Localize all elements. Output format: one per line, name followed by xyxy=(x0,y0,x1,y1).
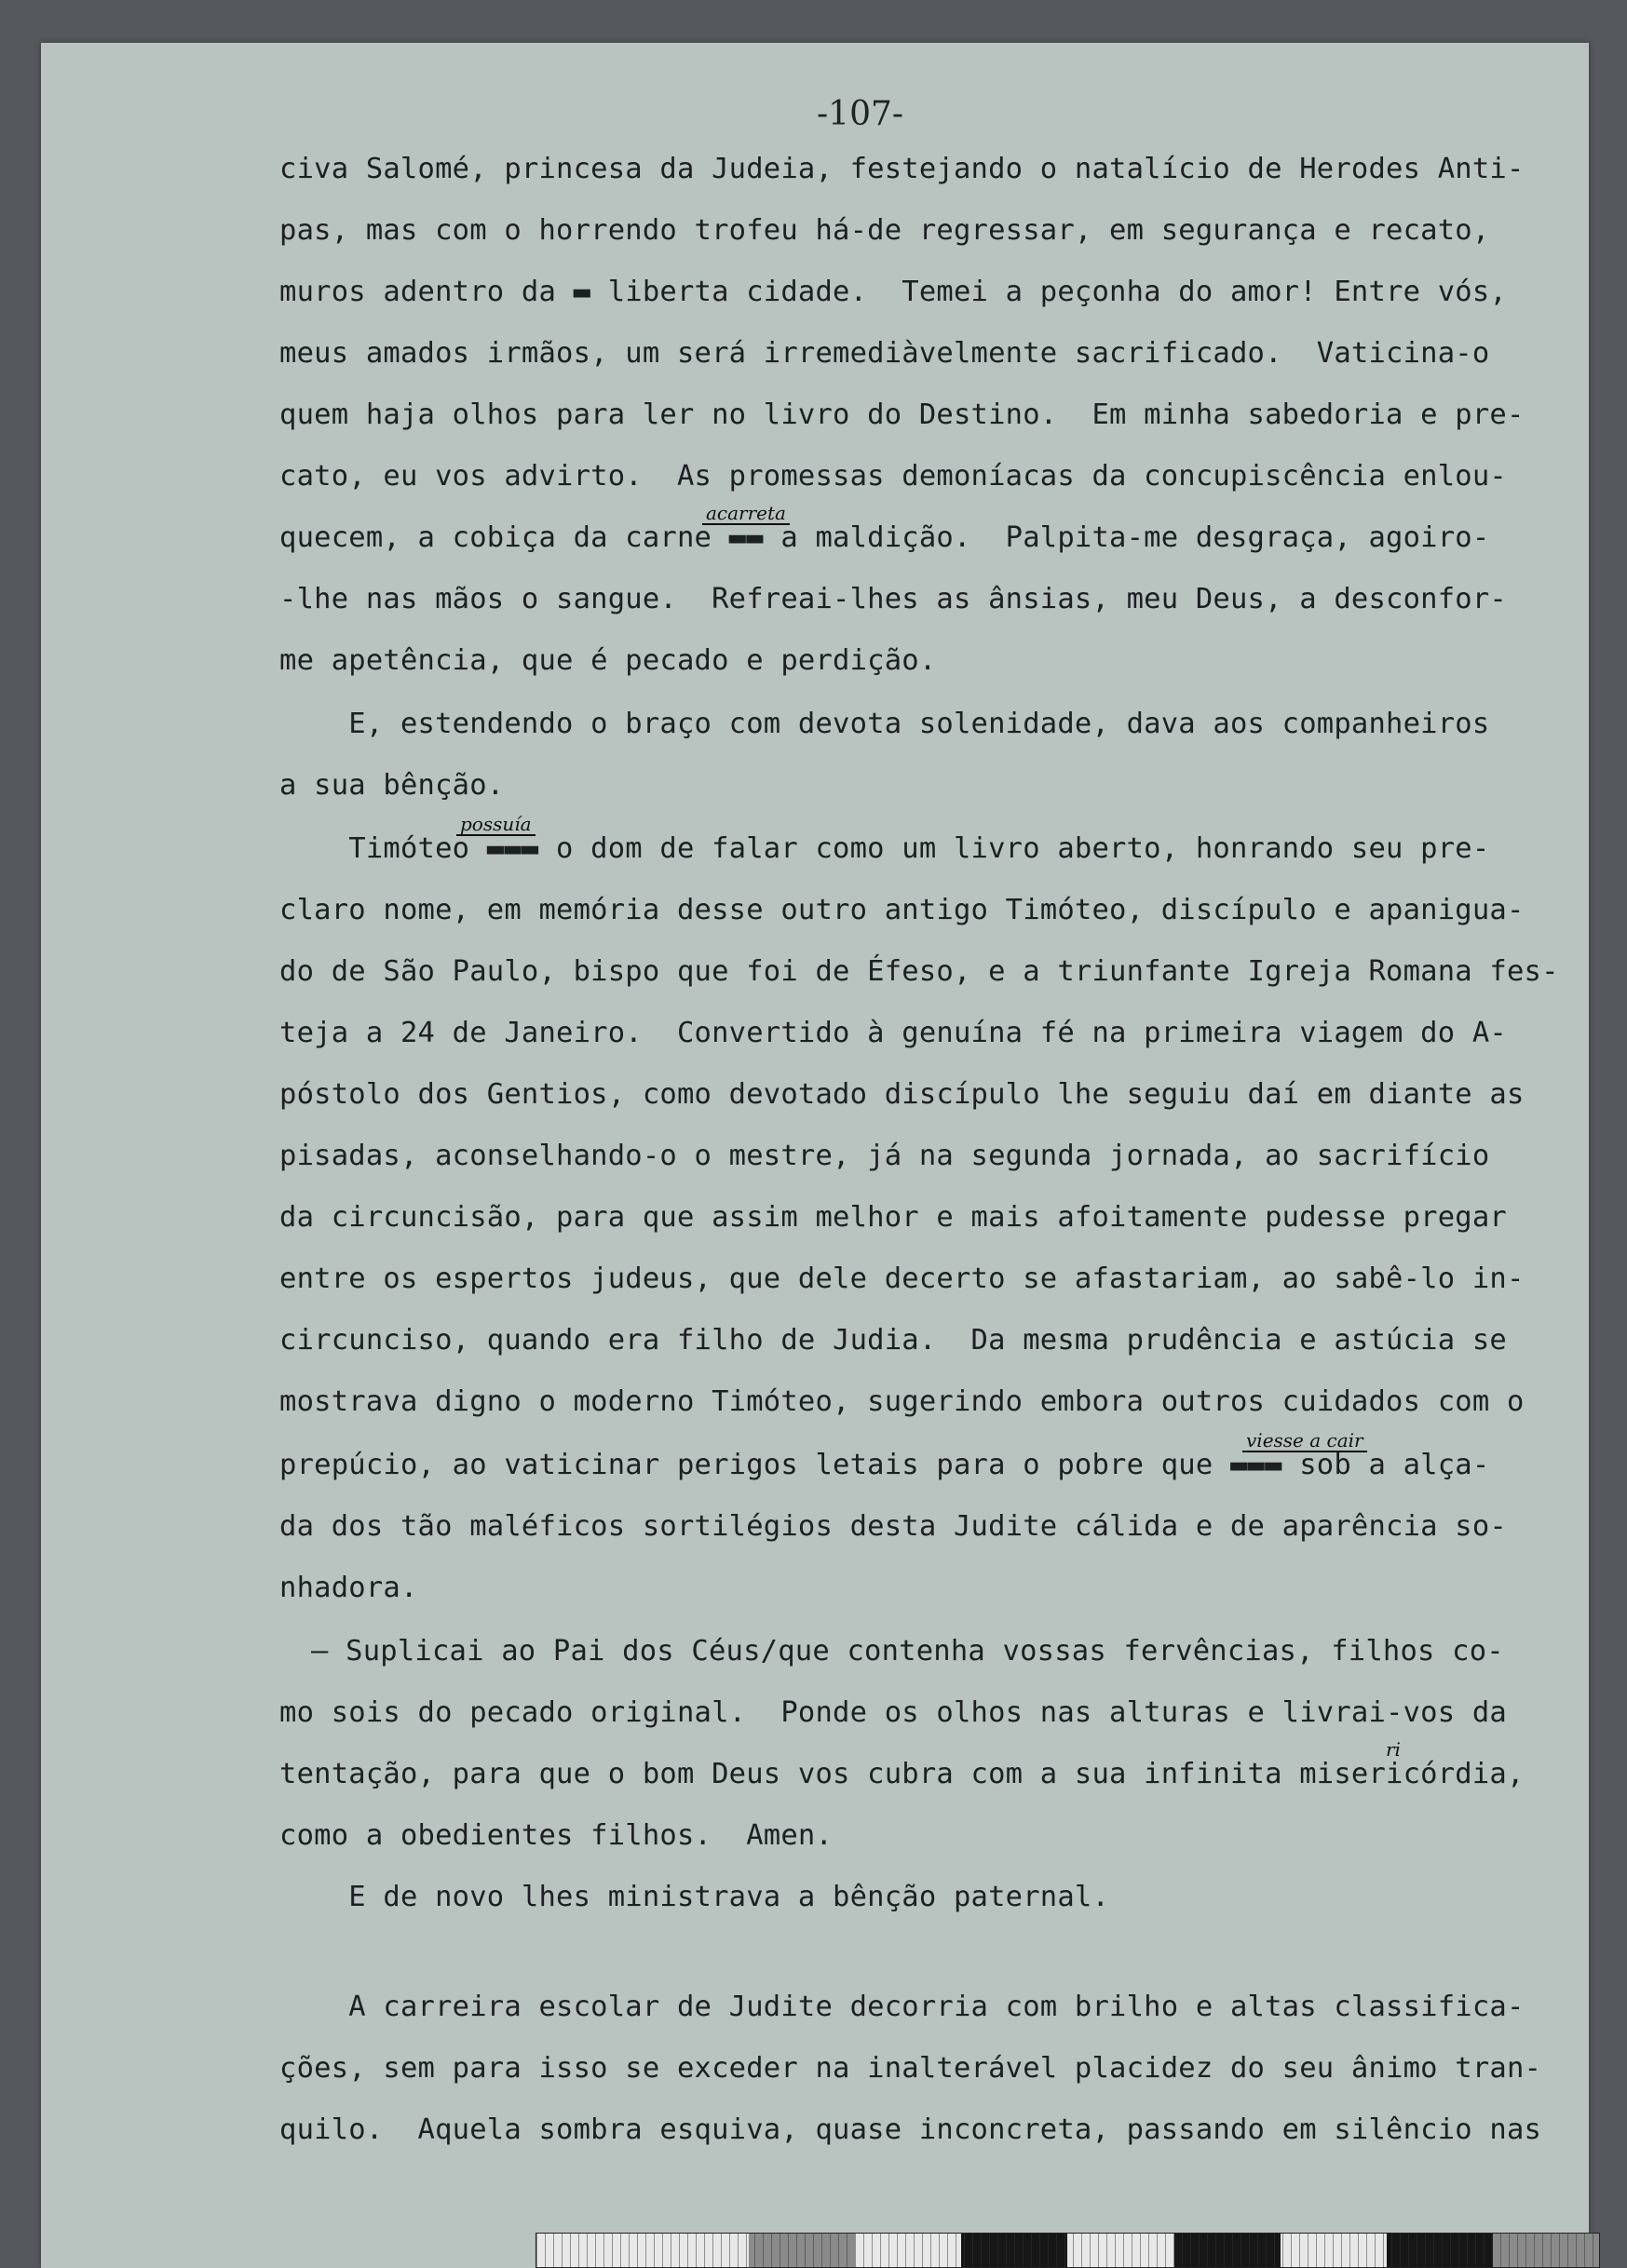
text-line: ções, sem para isso se exceder na inalterável placidez do seu ânimo tran- xyxy=(279,2052,1542,2085)
typescript-page xyxy=(41,43,1589,2268)
text-line: quecem, a cobiça da carne ▬▬ a maldição. Palpita-me desgraça, agoiro- xyxy=(279,521,1490,554)
text-line: póstolo dos Gentios, como devotado discípulo lhe seguiu daí em diante as xyxy=(279,1078,1525,1111)
text-line: a sua bênção. xyxy=(279,769,505,802)
scale-segment xyxy=(536,2234,643,2267)
text-line: teja a 24 de Janeiro. Convertido à genuína fé na primeira viagem do A- xyxy=(279,1017,1507,1049)
scale-segment xyxy=(1281,2234,1387,2267)
text-line: do de São Paulo, bispo que foi de Éfeso, e a triunfante Igreja Romana fes- xyxy=(279,955,1559,988)
text-line: meus amados irmãos, um será irremediàvelmente sacrificado. Vaticina-o xyxy=(279,337,1490,370)
text-line: E, estendendo o braço com devota solenidade, dava aos companheiros xyxy=(279,708,1490,740)
scale-segment xyxy=(1067,2234,1173,2267)
scale-segment xyxy=(643,2234,749,2267)
text-line: Timóteo ▬▬▬ o dom de falar como um livro aberto, honrando seu pre- xyxy=(279,832,1490,865)
scale-segment xyxy=(961,2234,1067,2267)
text-line: circunciso, quando era filho de Judia. Da mesma prudência e astúcia se xyxy=(279,1324,1507,1357)
text-line: E de novo lhes ministrava a bênção paternal. xyxy=(279,1881,1110,1913)
text-line: mostrava digno o moderno Timóteo, sugerindo embora outros cuidados com o xyxy=(279,1385,1525,1418)
text-line: A carreira escolar de Judite decorria com brilho e altas classifica- xyxy=(279,1991,1525,2023)
text-line: tentação, para que o bom Deus vos cubra com a sua infinita misericórdia, xyxy=(279,1758,1525,1790)
page-number: -107- xyxy=(817,95,904,133)
text-line: quem haja olhos para ler no livro do Destino. Em minha sabedoria e pre- xyxy=(279,398,1525,431)
handwritten-insertion: possuía xyxy=(456,814,536,836)
scale-segment xyxy=(1174,2234,1281,2267)
text-line: mo sois do pecado original. Ponde os olhos nas alturas e livrai-vos da xyxy=(279,1696,1507,1729)
scale-segment xyxy=(855,2234,961,2267)
text-line: nhadora. xyxy=(279,1572,418,1604)
text-line: pisadas, aconselhando-o o mestre, já na segunda jornada, ao sacrifício xyxy=(279,1140,1490,1172)
text-line: civa Salomé, princesa da Judeia, festejando o natalício de Herodes Anti- xyxy=(279,153,1525,185)
scale-segment xyxy=(1387,2234,1493,2267)
text-line: da circuncisão, para que assim melhor e mais afoitamente pudesse pregar xyxy=(279,1201,1507,1234)
handwritten-insertion: viesse a cair xyxy=(1242,1430,1367,1452)
handwritten-insertion: ri xyxy=(1386,1738,1401,1761)
scale-segment xyxy=(749,2234,855,2267)
text-line: — Suplicai ao Pai dos Céus/que contenha vossas fervências, filhos co- xyxy=(311,1635,1504,1667)
text-line: prepúcio, ao vaticinar perigos letais para o pobre que ▬▬▬ sob a alça- xyxy=(279,1449,1490,1481)
text-line: cato, eu vos advirto. As promessas demoníacas da concupiscência enlou- xyxy=(279,460,1507,493)
text-line: pas, mas com o horrendo trofeu há-de regressar, em segurança e recato, xyxy=(279,214,1490,247)
scale-segment xyxy=(1493,2234,1599,2267)
text-line: muros adentro da ▬ liberta cidade. Temei a peçonha do amor! Entre vós, xyxy=(279,276,1507,308)
text-line: como a obedientes filhos. Amen. xyxy=(279,1819,834,1852)
text-line: da dos tão maléficos sortilégios desta Judite cálida e de aparência so- xyxy=(279,1510,1507,1543)
text-line: -lhe nas mãos o sangue. Refreai-lhes as ânsias, meu Deus, a desconfor- xyxy=(279,583,1507,615)
text-line: quilo. Aquela sombra esquiva, quase inconcreta, passando em silêncio nas xyxy=(279,2113,1542,2146)
color-scale-ruler xyxy=(536,2233,1600,2268)
text-line: claro nome, em memória desse outro antigo Timóteo, discípulo e apanigua- xyxy=(279,894,1525,926)
text-line: entre os espertos judeus, que dele decerto se afastariam, ao sabê-lo in- xyxy=(279,1262,1525,1295)
text-line: me apetência, que é pecado e perdição. xyxy=(279,644,937,677)
handwritten-insertion: acarreta xyxy=(702,503,790,525)
